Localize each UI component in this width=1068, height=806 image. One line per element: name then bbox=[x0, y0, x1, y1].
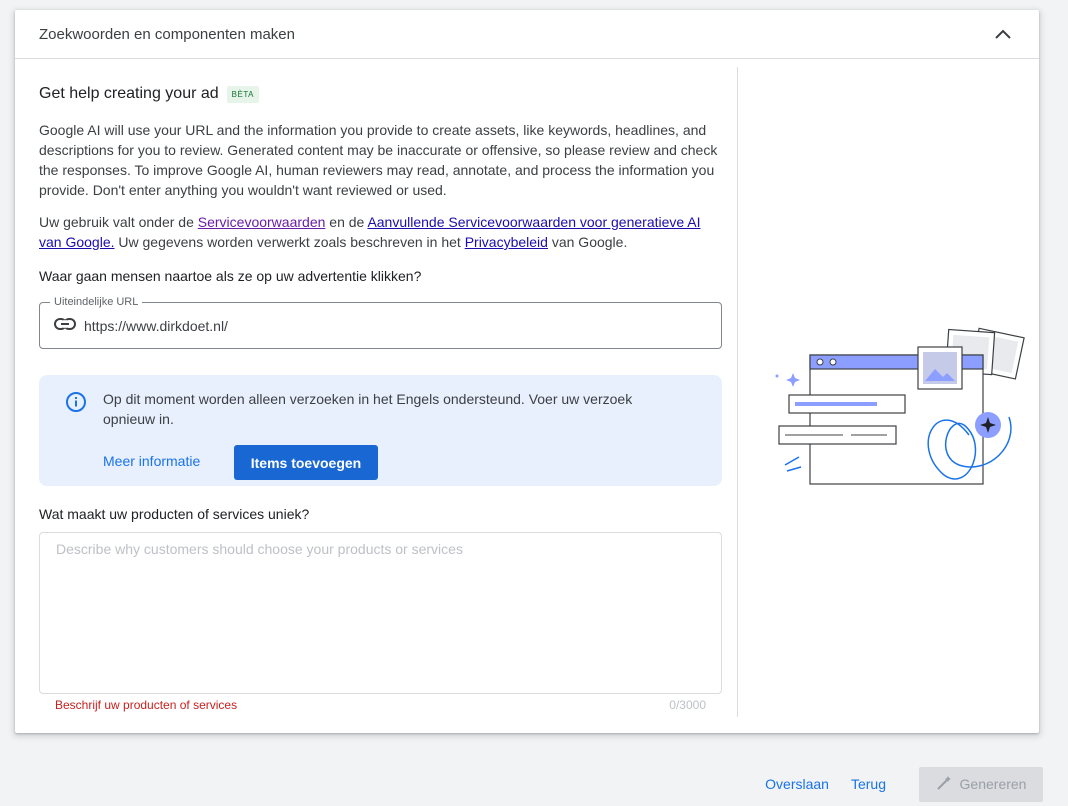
unique-description-placeholder: Describe why customers should choose your products or services bbox=[56, 541, 463, 557]
language-notice bbox=[39, 375, 722, 486]
form-column bbox=[39, 67, 722, 712]
url-question: Waar gaan mensen naartoe als ze op uw advertentie klikken? bbox=[39, 268, 422, 284]
beta-badge: BÈTA bbox=[227, 86, 259, 103]
card-header[interactable] bbox=[15, 10, 1039, 59]
terms-mid: en de bbox=[325, 214, 368, 230]
final-url-value: https://www.dirkdoet.nl/ bbox=[84, 317, 228, 334]
unique-description-input[interactable] bbox=[39, 532, 722, 694]
unique-question: Wat maakt uw producten of services uniek? bbox=[39, 506, 310, 522]
keywords-assets-card bbox=[15, 10, 1039, 733]
help-title: Get help creating your ad bbox=[39, 85, 219, 102]
ad-illustration bbox=[759, 325, 1029, 495]
magic-wand-icon bbox=[936, 775, 960, 794]
ai-disclaimer: Google AI will use your URL and the information you provide to create assets, like keywords, headlines, and descriptions for you to review. Generated content may be inaccurate or offensive, so please review and check the responses. To improve Google AI, human reviewers may read, annotate, and process the information you provide. Don't enter anything you wouldn't want reviewed or used. bbox=[39, 122, 718, 198]
footer-actions bbox=[765, 766, 1043, 802]
notice-text: Op dit moment worden alleen verzoeken in het Engels ondersteund. Voer uw verzoek opnieuw in. bbox=[103, 391, 633, 427]
terms-prefix: Uw gebruik valt onder de bbox=[39, 214, 198, 230]
privacy-policy-link[interactable]: Privacybeleid bbox=[464, 234, 548, 250]
generate-button[interactable] bbox=[919, 767, 1043, 802]
error-message: Beschrijf uw producten of services bbox=[55, 698, 238, 712]
column-divider bbox=[737, 67, 738, 717]
terms-mid2: Uw gegevens worden verwerkt zoals beschreven in het bbox=[114, 234, 465, 250]
skip-button[interactable]: Overslaan bbox=[765, 776, 829, 792]
card-title: Zoekwoorden en componenten maken bbox=[39, 25, 295, 43]
link-icon bbox=[54, 317, 76, 335]
terms-of-service-link[interactable]: Servicevoorwaarden bbox=[197, 214, 326, 230]
generative-ai-terms-link[interactable]: Aanvullende Servicevoorwaarden voor generatieve AI van Google. bbox=[39, 214, 701, 250]
terms-text bbox=[39, 212, 722, 252]
textarea-footer bbox=[39, 694, 722, 712]
char-counter: 0/3000 bbox=[669, 698, 706, 712]
terms-suffix: van Google. bbox=[547, 234, 628, 250]
chevron-up-icon[interactable] bbox=[991, 22, 1015, 46]
info-icon bbox=[65, 391, 87, 418]
help-title-row bbox=[39, 85, 722, 103]
generate-label: Genereren bbox=[959, 776, 1027, 792]
final-url-field[interactable] bbox=[39, 296, 722, 349]
add-items-button[interactable]: Items toevoegen bbox=[234, 445, 378, 480]
more-info-link[interactable]: Meer informatie bbox=[103, 453, 201, 469]
final-url-label: Uiteindelijke URL bbox=[50, 296, 142, 308]
back-button[interactable]: Terug bbox=[850, 776, 886, 792]
